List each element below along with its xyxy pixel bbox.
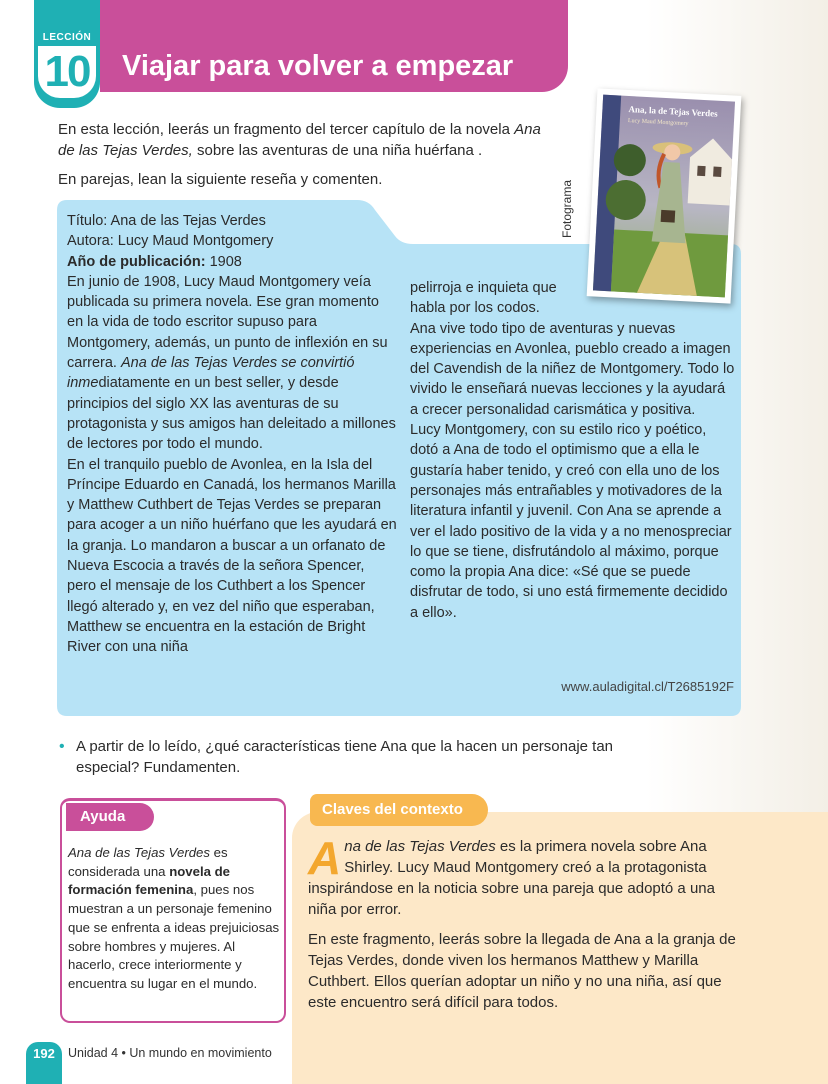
page-title: Viajar para volver a empezar — [122, 50, 514, 82]
intro-paragraph — [58, 119, 558, 161]
review-title-value: Ana de las Tejas Verdes — [107, 213, 266, 229]
claves-title: Claves del contexto — [322, 801, 463, 818]
review-year-value: 1908 — [205, 253, 242, 270]
review-p1-italic: Ana de las Tejas Verdes se convirtió inme — [67, 355, 355, 392]
review-title-label: Título: — [67, 213, 108, 229]
review-source-link[interactable]: www.auladigital.cl/T2685192F — [561, 679, 734, 694]
review-paragraph-5: Lucy Montgomery, con su estilo rico y poético, dotó a Ana de todo el optimismo que a ella le gustaría haber tenido, y creó con ella uno de los personajes más entrañables y motivadores de la literatura infantil y juvenil. Con Ana se aprende a ver el lado positivo de la vida y a no menospreciar lo que se tiene, disfrutándolo al máximo, porque como la propia Ana dice: «Sé que se puede disfrutar de todo, si uno está firmemente decidido a ello». — [410, 422, 732, 621]
review-paragraph-2: En el tranquilo pueblo de Avonlea, en la Isla del Príncipe Eduardo en Canadá, los hermanos Marilla y Matthew Cuthbert de Tejas Verdes se preparan para acoger a un niño huérfano que les ayudará en la granja. Lo mandaron a buscar a un orfanato de Nueva Escocia a través de la señora Spencer, pero el mensaje de los Cuthbert a los Spencer llegó alterado y, en vez del niño que esperaban, Matthew se encuentra en la estación de Bright River con una niña — [67, 456, 397, 656]
claves-book-title: na de las Tejas Verdes — [344, 838, 496, 855]
ayuda-bold: novela de formación femenina — [68, 863, 231, 898]
ayuda-title: Ayuda — [80, 808, 126, 825]
ayuda-text-a: es considerada una — [68, 845, 228, 879]
review-year-line — [67, 252, 397, 272]
footer-unit: Unidad 4 • Un mundo en movimiento — [68, 1046, 272, 1060]
claves-dropcap: A — [308, 832, 342, 884]
lesson-label: LECCIÓN — [42, 32, 92, 43]
review-p1-a: En junio de 1908, Lucy Maud Montgomery veía publicada su primera novela. Ese gran momento en la vida de todo escritor supuso para Montgomery, además, un punto de inflexión en su carrera. — [67, 273, 388, 372]
review-author-line — [67, 231, 397, 251]
review-year-label: Año de publicación: — [67, 253, 206, 270]
photo-label: Fotograma — [560, 179, 574, 238]
review-p1-b: diatamente en un best seller, y desde principios del siglo XX las aventuras de su protagonista y sus amigos han deleitado a millones de lectores por todo el mundo. — [67, 375, 396, 453]
review-column-right — [410, 278, 735, 623]
book-cover-author: Lucy Maud Montgomery — [627, 118, 689, 128]
bullet-icon: • — [59, 738, 65, 755]
review-title-line — [67, 211, 397, 231]
claves-p1-rest: es la primera novela sobre Ana Shirley. Lucy Maud Montgomery creó a la protagonista inspirándose en la noticia sobre una pareja que adoptó a una niña por error. — [308, 838, 715, 918]
ayuda-book-title: Ana de las Tejas Verdes — [68, 845, 210, 860]
instruction-text: En parejas, lean la siguiente reseña y comenten. — [58, 171, 383, 188]
intro-text-a: En esta lección, leerás un fragmento del tercer capítulo de la novela — [58, 121, 510, 138]
page-number: 192 — [33, 1046, 55, 1061]
review-paragraph-1 — [67, 272, 397, 455]
intro-text-b: sobre las aventuras de una niña huérfana . — [192, 142, 483, 159]
book-cover-illustration — [587, 88, 742, 303]
review-paragraph-4: Ana vive todo tipo de aventuras y nuevas experiencias en Avonlea, pueblo creado a imagen del Cavendish de la niñez de Montgomery. Todo lo vivido le enseñará nuevas lecciones y la ayudará a crecer personalidad carismática y positiva. — [410, 320, 735, 418]
book-cover-title: Ana, la de Tejas Verdes — [628, 104, 718, 119]
review-column-left — [67, 211, 397, 658]
question-text: A partir de lo leído, ¿qué características tiene Ana que la hacen un personaje tan especial? Fundamenten. — [76, 738, 614, 776]
ayuda-text — [68, 844, 282, 994]
review-paragraph-3: pelirroja e inquieta que habla por los codos. — [410, 280, 557, 317]
ayuda-text-b: , pues nos muestran a un personaje femenino que se enfrenta a ideas prejuiciosas sobre hombres y mujeres. Al hacerlo, crece interiormente y encuentra su lugar en el mundo. — [68, 882, 280, 991]
intro-book-title: Ana de las Tejas Verdes, — [58, 121, 541, 159]
review-author-value: Lucy Maud Montgomery — [113, 233, 274, 250]
book-cover-image — [587, 88, 742, 303]
claves-paragraph-2: En este fragmento, leerás sobre la llegada de Ana a la granja de Tejas Verdes, donde viven los hermanos Matthew y Marilla Cuthbert. Ellos querían adoptar un niño y no una niña, así que este encuentro será difícil para todos. — [308, 931, 736, 1011]
claves-paragraph-1 — [308, 832, 746, 920]
lesson-number: 10 — [44, 47, 90, 96]
review-author-label: Autora: — [67, 233, 114, 250]
